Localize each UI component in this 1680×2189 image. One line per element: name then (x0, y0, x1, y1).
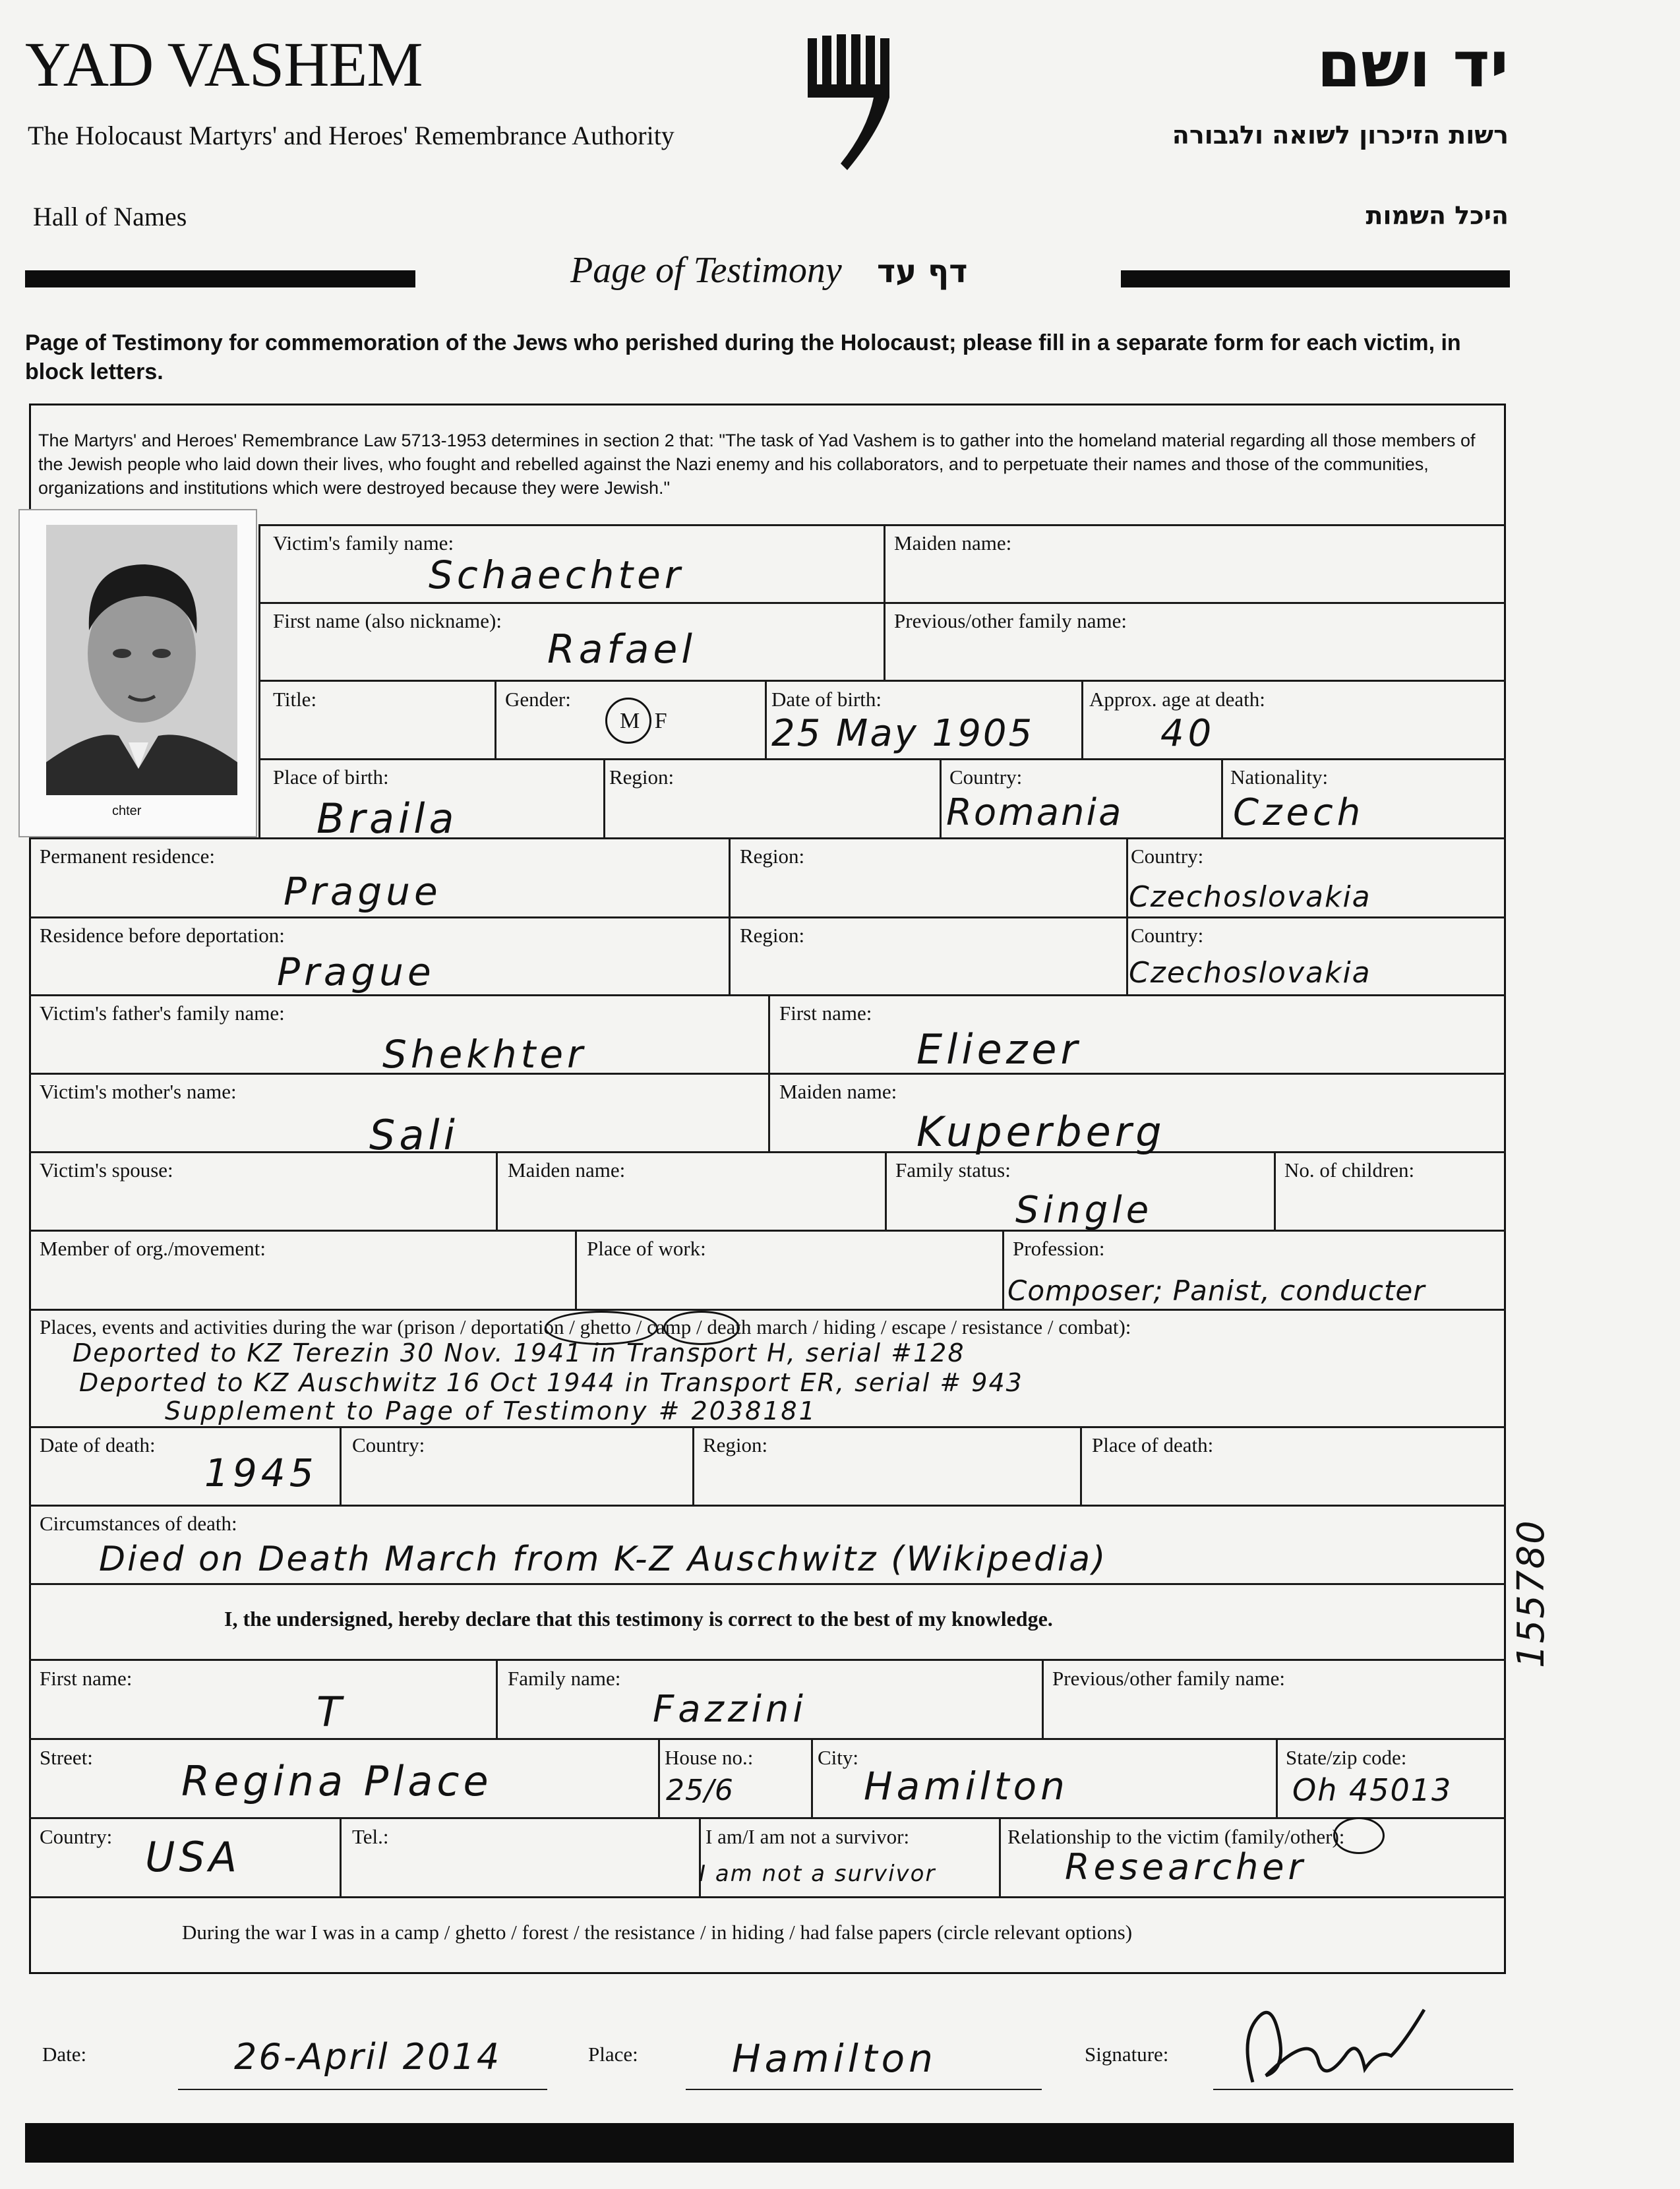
gender-options: M F (620, 709, 667, 733)
label-gender: Gender: (505, 688, 571, 711)
label-mother-maiden-name: Maiden name: (779, 1080, 897, 1103)
value-submitter-first-name: T (316, 1688, 345, 1736)
label-signature: Signature: (1085, 2043, 1169, 2066)
label-death-region: Region: (703, 1433, 768, 1456)
value-date-of-death: 1945 (204, 1451, 318, 1495)
label-city: City: (818, 1746, 859, 1769)
value-state-zip: Oh 45013 (1292, 1772, 1453, 1808)
label-children: No. of children: (1284, 1158, 1415, 1182)
org-subtitle: The Holocaust Martyrs' and Heroes' Remembrance Authority (28, 121, 675, 150)
label-place: Place: (588, 2043, 638, 2066)
label-house-no: House no.: (665, 1746, 754, 1769)
label-relationship: Relationship to the victim (family/other): (1007, 1825, 1345, 1848)
victim-photo (18, 509, 257, 837)
label-father-family-name: Victim's father's family name: (40, 1002, 285, 1025)
label-tel: Tel.: (352, 1825, 389, 1848)
label-mother-name: Victim's mother's name: (40, 1080, 237, 1103)
form-title: Page of Testimony (570, 250, 842, 291)
photo-caption: chter (112, 804, 142, 818)
value-place-of-birth: Braila (316, 795, 458, 843)
label-approx-age: Approx. age at death: (1089, 688, 1265, 711)
value-relationship: Researcher (1065, 1846, 1307, 1888)
label-date-of-death: Date of death: (40, 1433, 156, 1456)
header-rule-left (25, 270, 415, 287)
label-before-country: Country: (1131, 924, 1204, 947)
value-events-line1: Deported to KZ Terezin 30 Nov. 1941 in Transport H, serial #128 (73, 1338, 965, 1367)
org-name-hebrew: יד ושם (1317, 28, 1509, 102)
label-submitter-previous: Previous/other family name: (1052, 1667, 1285, 1690)
label-survivor: I am/I am not a survivor: (705, 1825, 910, 1848)
label-nationality: Nationality: (1230, 765, 1329, 789)
footer-bar (25, 2123, 1514, 2163)
label-spouse-maiden: Maiden name: (508, 1158, 626, 1182)
value-events-line3: Supplement to Page of Testimony # 2038181 (165, 1396, 817, 1425)
label-places-events: Places, events and activities during the war (prison / deportation / ghetto / camp / death march / hiding / escape / resistance / combat): (40, 1315, 1131, 1338)
value-house-no: 25/6 (666, 1774, 734, 1807)
value-mother-name: Sali (369, 1111, 459, 1159)
value-street: Regina Place (181, 1757, 493, 1805)
label-permanent-residence: Permanent residence: (40, 845, 215, 868)
label-first-name: First name (also nickname): (273, 609, 502, 632)
value-permanent-country: Czechoslovakia (1129, 880, 1371, 914)
value-date: 26-April 2014 (234, 2036, 502, 2078)
label-birth-country: Country: (949, 765, 1023, 789)
label-residence-before: Residence before deportation: (40, 924, 285, 947)
value-permanent-residence: Prague (284, 869, 442, 914)
hall-of-names: Hall of Names (33, 202, 187, 231)
label-date: Date: (42, 2043, 87, 2066)
yad-vashem-logo-icon (801, 32, 900, 177)
value-country: USA (145, 1833, 241, 1881)
label-place-of-birth: Place of birth: (273, 765, 389, 789)
value-first-name: Rafael (547, 626, 696, 673)
label-birth-region: Region: (609, 765, 675, 789)
value-father-family-name: Shekhter (382, 1032, 587, 1077)
signature-mark (1226, 1996, 1451, 2095)
label-submitter-first-name: First name: (40, 1667, 133, 1690)
value-circumstances: Died on Death March from K-Z Auschwitz (Wikipedia) (99, 1540, 1108, 1579)
label-maiden-name: Maiden name: (894, 531, 1012, 555)
label-before-region: Region: (740, 924, 805, 947)
label-place-of-death: Place of death: (1092, 1433, 1214, 1456)
value-nationality: Czech (1233, 791, 1365, 834)
label-previous-family-name: Previous/other family name: (894, 609, 1127, 632)
value-date-of-birth: 25 May 1905 (771, 712, 1035, 755)
value-mother-maiden-name: Kuperberg (916, 1108, 1166, 1156)
side-number: 155780 (1510, 1519, 1553, 1668)
label-submitter-family-name: Family name: (508, 1667, 621, 1690)
label-death-country: Country: (352, 1433, 425, 1456)
label-date-of-birth: Date of birth: (771, 688, 882, 711)
label-permanent-country: Country: (1131, 845, 1204, 868)
value-survivor: I am not a survivor (699, 1861, 936, 1887)
value-profession: Composer; Panist, conducter (1007, 1274, 1425, 1307)
org-subtitle-hebrew: רשות הזיכרון לשואה ולגבורה (1172, 121, 1509, 150)
label-place-of-work: Place of work: (587, 1237, 706, 1260)
label-title: Title: (273, 688, 317, 711)
value-events-line2: Deported to KZ Auschwitz 16 Oct 1944 in Transport ER, serial # 943 (79, 1368, 1023, 1397)
label-family-name: Victim's family name: (273, 531, 454, 555)
label-profession: Profession: (1013, 1237, 1105, 1260)
label-member-org: Member of org./movement: (40, 1237, 266, 1260)
other-circle (1333, 1817, 1385, 1854)
label-state-zip: State/zip code: (1286, 1746, 1407, 1769)
value-father-first-name: Eliezer (916, 1025, 1081, 1073)
value-age-at-death: 40 (1160, 712, 1216, 755)
value-family-name: Schaechter (429, 553, 684, 597)
value-residence-before: Prague (277, 949, 435, 994)
form-title-hebrew: דף עד (877, 253, 968, 290)
intro-text: Page of Testimony for commemoration of the Jews who perished during the Holocaust; please fill in a separate form for each victim, in block letters. (25, 330, 1461, 384)
label-father-first-name: First name: (779, 1002, 872, 1025)
label-family-status: Family status: (895, 1158, 1011, 1182)
law-text: The Martyrs' and Heroes' Remembrance Law 5713-1953 determines in section 2 that: "The task of Yad Vashem is to gather into the homeland material regarding all those members of the Jewish people who laid down their lives, who fought and rebelled against the Nazi enemy and his collaborators, and to perpetuate their names and those of the communities, organizations and institutions which were destroyed because they were Jewish." (38, 431, 1476, 498)
value-residence-before-country: Czechoslovakia (1129, 956, 1371, 990)
gender-circle (605, 698, 651, 744)
org-name: YAD VASHEM (25, 29, 423, 100)
label-street: Street: (40, 1746, 93, 1769)
during-war: During the war I was in a camp / ghetto / forest / the resistance / in hiding / had false papers (circle relevant options) (182, 1921, 1133, 1944)
value-family-status: Single (1015, 1189, 1153, 1232)
value-submitter-family-name: Fazzini (653, 1688, 807, 1731)
value-place: Hamilton (732, 2036, 937, 2081)
label-spouse: Victim's spouse: (40, 1158, 173, 1182)
value-city: Hamilton (864, 1764, 1069, 1809)
label-circumstances: Circumstances of death: (40, 1512, 237, 1535)
hall-of-names-hebrew: היכל השמות (1365, 201, 1509, 230)
label-submitter-country: Country: (40, 1825, 113, 1848)
header-rule-right (1121, 270, 1510, 287)
value-birth-country: Romania (946, 791, 1124, 834)
label-permanent-region: Region: (740, 845, 805, 868)
declaration: I, the undersigned, hereby declare that this testimony is correct to the best of my knowledge. (224, 1607, 1053, 1631)
